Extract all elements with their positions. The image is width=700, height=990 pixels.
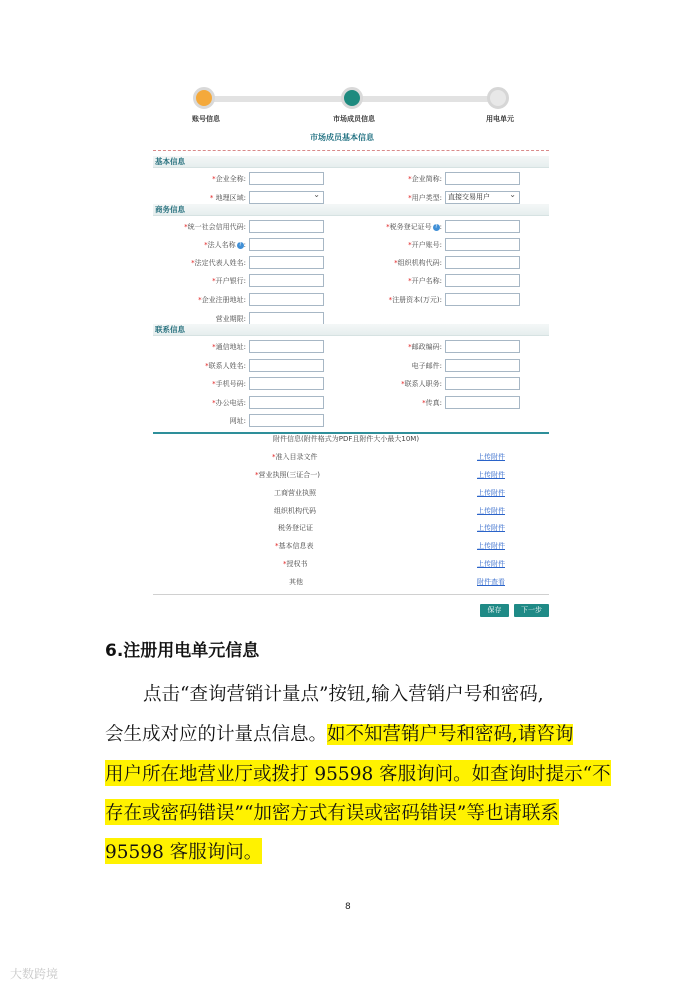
mobile-label: *手机号码: (212, 380, 246, 388)
upload-link[interactable]: 上传附件 (477, 524, 505, 532)
org-code-label: *组织机构代码: (394, 259, 442, 267)
account-name-label: *开户名称: (408, 277, 442, 285)
tax-reg-input[interactable] (445, 220, 520, 233)
upload-link[interactable]: 上传附件 (477, 507, 505, 515)
step-1-indicator (193, 87, 215, 109)
account-name-input[interactable] (445, 274, 520, 287)
paragraph-line-highlighted: 存在或密码错误”“加密方式有误或密码错误”等也请联系 (105, 799, 559, 825)
company-short-input[interactable] (445, 172, 520, 185)
office-phone-label: *办公电话: (212, 399, 246, 407)
contact-name-input[interactable] (249, 359, 324, 372)
company-short-label: *企业简称: (408, 175, 442, 183)
contact-title-label: *联系人职务: (401, 380, 442, 388)
email-input[interactable] (445, 359, 520, 372)
bank-input[interactable] (249, 274, 324, 287)
mobile-input[interactable] (249, 377, 324, 390)
bank-label: *开户银行: (212, 277, 246, 285)
reg-capital-label: *注册资本(万元): (388, 296, 442, 304)
legal-person-label: *法人名称 ? : (204, 241, 246, 249)
view-attachment-link[interactable]: 附件查看 (477, 578, 505, 586)
form-title: 市场成员基本信息 (310, 133, 374, 142)
website-input[interactable] (249, 414, 324, 427)
section-business-info: 商务信息 (153, 204, 549, 216)
attachment-label: *营业执照(三证合一) (255, 471, 320, 479)
upload-link[interactable]: 上传附件 (477, 560, 505, 568)
mail-address-input[interactable] (249, 340, 324, 353)
postcode-label: *邮政编码: (408, 343, 442, 351)
credit-code-label: *统一社会信用代码: (184, 223, 246, 231)
org-code-input[interactable] (445, 256, 520, 269)
upload-link[interactable]: 上传附件 (477, 453, 505, 461)
business-term-label: 营业期限: (215, 315, 246, 323)
contact-name-label: *联系人姓名: (205, 362, 246, 370)
email-label: 电子邮件: (411, 362, 442, 370)
attachment-label: *授权书 (283, 560, 308, 568)
attachments-title: 附件信息(附件格式为PDF且附件大小最大10M) (273, 435, 420, 443)
watermark-logo: 大数跨境 (10, 967, 59, 981)
upload-link[interactable]: 上传附件 (477, 489, 505, 497)
help-icon[interactable]: ? (237, 242, 244, 249)
credit-code-input[interactable] (249, 220, 324, 233)
tax-reg-label: *税务登记证号 ? : (386, 223, 442, 231)
attachment-label: 税务登记证 (278, 524, 313, 532)
attachment-label: *准入目录文件 (272, 453, 318, 461)
form-bottom-border (153, 594, 549, 595)
help-icon[interactable]: ? (433, 224, 440, 231)
website-label: 网址: (229, 417, 246, 425)
attachment-label: 工商营业执照 (274, 489, 316, 497)
step-3-label: 用电单元 (486, 115, 514, 123)
legal-rep-input[interactable] (249, 256, 324, 269)
divider (153, 150, 549, 151)
section-heading: 6.注册用电单元信息 (105, 641, 260, 661)
paragraph-line-highlighted: 用户所在地营业厅或拨打 95598 客服询问。如查询时提示“不 (105, 760, 611, 786)
mail-address-label: *通信地址: (212, 343, 246, 351)
reg-address-label: *企业注册地址: (198, 296, 246, 304)
step-3-indicator (487, 87, 509, 109)
fax-label: *传真: (422, 399, 442, 407)
reg-capital-input[interactable] (445, 293, 520, 306)
fax-input[interactable] (445, 396, 520, 409)
region-select[interactable] (249, 191, 324, 204)
attachment-label: 其他 (289, 578, 303, 586)
attachment-label: 组织机构代码 (274, 507, 316, 515)
step-2-indicator (341, 87, 363, 109)
paragraph-line-highlighted: 95598 客服询问。 (105, 838, 262, 864)
section-contact-info: 联系信息 (153, 324, 549, 336)
user-type-label: *用户类型: (408, 194, 442, 202)
legal-rep-label: *法定代表人姓名: (191, 259, 246, 267)
section-basic-info: 基本信息 (153, 156, 549, 168)
attachment-label: *基本信息表 (275, 542, 314, 550)
company-name-label: *企业全称: (212, 175, 246, 183)
page-number: 8 (345, 902, 351, 912)
postcode-input[interactable] (445, 340, 520, 353)
contact-title-input[interactable] (445, 377, 520, 390)
region-label: * 地理区域: (209, 194, 246, 202)
bank-account-label: *开户账号: (408, 241, 442, 249)
step-2-label: 市场成员信息 (333, 115, 375, 123)
reg-address-input[interactable] (249, 293, 324, 306)
office-phone-input[interactable] (249, 396, 324, 409)
save-button[interactable]: 保存 (480, 604, 509, 617)
paragraph-line: 会生成对应的计量点信息。如不知营销户号和密码,请咨询 (105, 724, 574, 745)
bank-account-input[interactable] (445, 238, 520, 251)
next-step-button[interactable]: 下一步 (514, 604, 549, 617)
upload-link[interactable]: 上传附件 (477, 471, 505, 479)
upload-link[interactable]: 上传附件 (477, 542, 505, 550)
user-type-select[interactable]: 直接交易用户 ⌄ (445, 191, 520, 204)
legal-person-input[interactable] (249, 238, 324, 251)
step-1-label: 账号信息 (192, 115, 220, 123)
paragraph-line: 点击“查询营销计量点”按钮,输入营销户号和密码, (143, 684, 544, 705)
company-name-input[interactable] (249, 172, 324, 185)
